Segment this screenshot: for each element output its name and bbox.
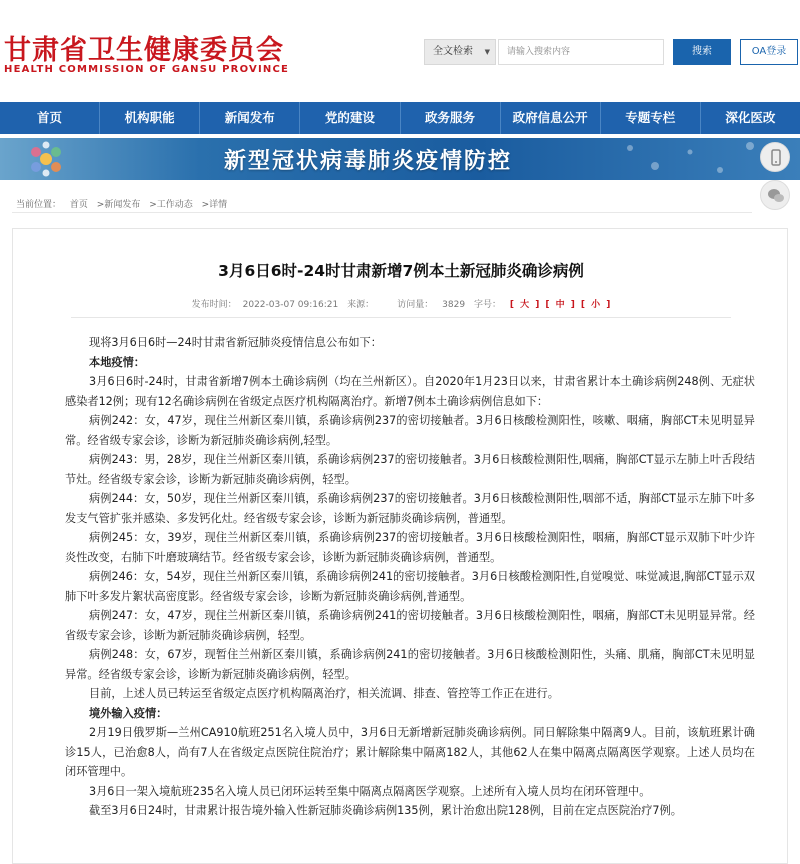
chevron-down-icon: ▼ (484, 48, 490, 56)
main-nav (0, 102, 800, 134)
nav-item-news[interactable]: 新闻发布 (200, 102, 300, 134)
nav-item-disclosure[interactable]: 政府信息公开 (501, 102, 601, 134)
nav-item-reform[interactable]: 深化医改 (725, 110, 776, 125)
article-body (65, 333, 755, 821)
article-panel (12, 228, 788, 864)
search-placeholder: 请输入搜索内容 (507, 47, 571, 57)
article-paragraph: 病例243：男，28岁，现住兰州新区秦川镇，系确诊病例237的密切接触者。3月6日核酸检测阳性,咽痛，胸部CT显示左肺上叶舌段结节灶。经省级专家会诊，诊断为新冠肺炎确诊病例，轻型。 (65, 453, 755, 486)
banner-virus-icon (22, 140, 70, 178)
publish-time-label: 发布时间： (191, 300, 237, 310)
article-paragraph: 截至3月6日24时，甘肃累计报告境外输入性新冠肺炎确诊病例135例，累计治愈出院128例，目前在定点医院治疗7例。 (89, 804, 682, 817)
breadcrumb-news[interactable]: >新闻发布 (96, 200, 141, 210)
section-heading-local: 本地疫情： (89, 355, 145, 369)
nav-item-functions[interactable]: 机构职能 (100, 102, 200, 134)
breadcrumb-prefix: 当前位置： (16, 200, 62, 210)
font-size-medium[interactable]: 中 (555, 300, 565, 310)
search-scope-label: 全文检索 (433, 46, 473, 57)
article-paragraph: 3月6日6时-24时，甘肃省新增7例本土确诊病例（均在兰州新区）。自2020年1月23日以来，甘肃省累计本土确诊病例248例、无症状感染者12例；现有12名确诊病例在省级定点医疗机构隔离治疗。新增7例本土确诊病例信息如下： (65, 375, 755, 408)
article-meta: 发布时间： 2022-03-07 09:16:21 来源： 访问量： 3829 字号： [ 大 ] [ 中 ] [ 小 ] (191, 300, 611, 310)
banner-title: 新型冠状病毒肺炎疫情防控 (224, 149, 513, 174)
views-count: 3829 (442, 300, 466, 310)
article-paragraph: 目前，上述人员已转运至省级定点医疗机构隔离治疗，相关流调、排查、管控等工作正在进行。 (89, 687, 559, 700)
views-label: 访问量： (397, 300, 434, 310)
search-scope-select[interactable] (424, 39, 496, 65)
font-size-label: 字号： (473, 300, 501, 310)
divider (12, 212, 752, 213)
breadcrumb-work[interactable]: >工作动态 (149, 200, 193, 210)
article-paragraph: 病例244：女，50岁，现住兰州新区秦川镇，系确诊病例237的密切接触者。3月6日核酸检测阳性,咽部不适，胸部CT显示左肺下叶多发支气管扩张并感染、多发钙化灶。经省级专家会诊，诊断为新冠肺炎确诊病例，普通型。 (65, 492, 755, 525)
article-paragraph: 病例247：女，47岁，现住兰州新区秦川镇，系确诊病例241的密切接触者。3月6日核酸检测阳性，咽痛，胸部CT未见明显异常。经省级专家会诊，诊断为新冠肺炎确诊病例，轻型。 (65, 609, 755, 642)
nav-item-home[interactable]: 首页 (0, 102, 100, 134)
article-paragraph: 病例246：女，54岁，现住兰州新区秦川镇，系确诊病例241的密切接触者。3月6日核酸检测阳性,自觉嗅觉、味觉减退,胸部CT显示双肺下叶多发片絮状高密度影。经省级专家会诊，诊断为新冠肺炎确诊病例,普通型。 (65, 570, 755, 603)
breadcrumb (16, 197, 233, 210)
oa-login-button[interactable]: OA登录 (740, 39, 798, 65)
site-logo-title[interactable]: 甘肃省卫生健康委员会 (4, 35, 284, 66)
publish-date: 2022-03-07 09:16:21 (242, 300, 339, 310)
search-input[interactable] (498, 39, 664, 65)
search-button[interactable]: 搜索 (673, 39, 731, 65)
nav-item-topics[interactable]: 专题专栏 (601, 102, 701, 134)
breadcrumb-home[interactable]: 首页 (69, 200, 88, 210)
wechat-icon (761, 181, 791, 211)
nav-item-party[interactable]: 党的建设 (300, 102, 400, 134)
epidemic-banner[interactable] (0, 138, 800, 180)
phone-icon (761, 143, 791, 173)
section-heading-imported: 境外输入疫情： (89, 706, 168, 720)
article-paragraph: 3月6日一架入境航班235名入境人员已闭环运转至集中隔离点隔离医学观察。上述所有入境人员均在闭环管理中。 (89, 784, 651, 798)
site-logo-subtitle: HEALTH COMMISSION OF GANSU PROVINCE (4, 64, 290, 75)
article-paragraph: 病例248：女，67岁，现暂住兰州新区秦川镇，系确诊病例241的密切接触者。3月6日核酸检测阳性，头痛、肌痛，胸部CT未见明显异常。经省级专家会诊，诊断为新冠肺炎确诊病例，轻型。 (65, 648, 755, 681)
article-paragraph: 病例245：女，39岁，现住兰州新区秦川镇，系确诊病例237的密切接触者。3月6日核酸检测阳性，咽痛，胸部CT显示双肺下叶少许炎性改变，右肺下叶磨玻璃结节。经省级专家会诊，诊断为新冠肺炎确诊病例，普通型。 (65, 531, 755, 564)
wechat-float-button[interactable] (760, 180, 790, 210)
font-size-large[interactable]: 大 (520, 300, 530, 310)
article-paragraph: 现将3月6日6时—24时甘肃省新冠肺炎疫情信息公布如下： (89, 336, 382, 349)
article-paragraph: 2月19日俄罗斯—兰州CA910航班251名入境人员中，3月6日无新增新冠肺炎确诊病例。同日解除集中隔离9人。目前，该航班累计确诊15人，已治愈8人，尚有7人在省级定点医院住院治疗；累计解除集中隔离182人，其他62人在集中隔离点隔离医学观察。上述人员均在闭环管理中。 (65, 726, 755, 778)
font-size-small[interactable]: 小 (591, 300, 601, 310)
site-header (0, 0, 800, 102)
divider (71, 317, 731, 318)
phone-float-button[interactable] (760, 142, 790, 172)
nav-item-services[interactable]: 政务服务 (401, 102, 501, 134)
article-paragraph: 病例242：女，47岁，现住兰州新区秦川镇，系确诊病例237的密切接触者。3月6日核酸检测阳性，咳嗽、咽痛，胸部CT未见明显异常。经省级专家会诊，诊断为新冠肺炎确诊病例,轻型。 (65, 414, 755, 447)
article-title: 3月6日6时-24时甘肃新增7例本土新冠肺炎确诊病例 (218, 262, 584, 280)
breadcrumb-detail: >详情 (201, 200, 228, 210)
source-label: 来源： (347, 300, 375, 310)
